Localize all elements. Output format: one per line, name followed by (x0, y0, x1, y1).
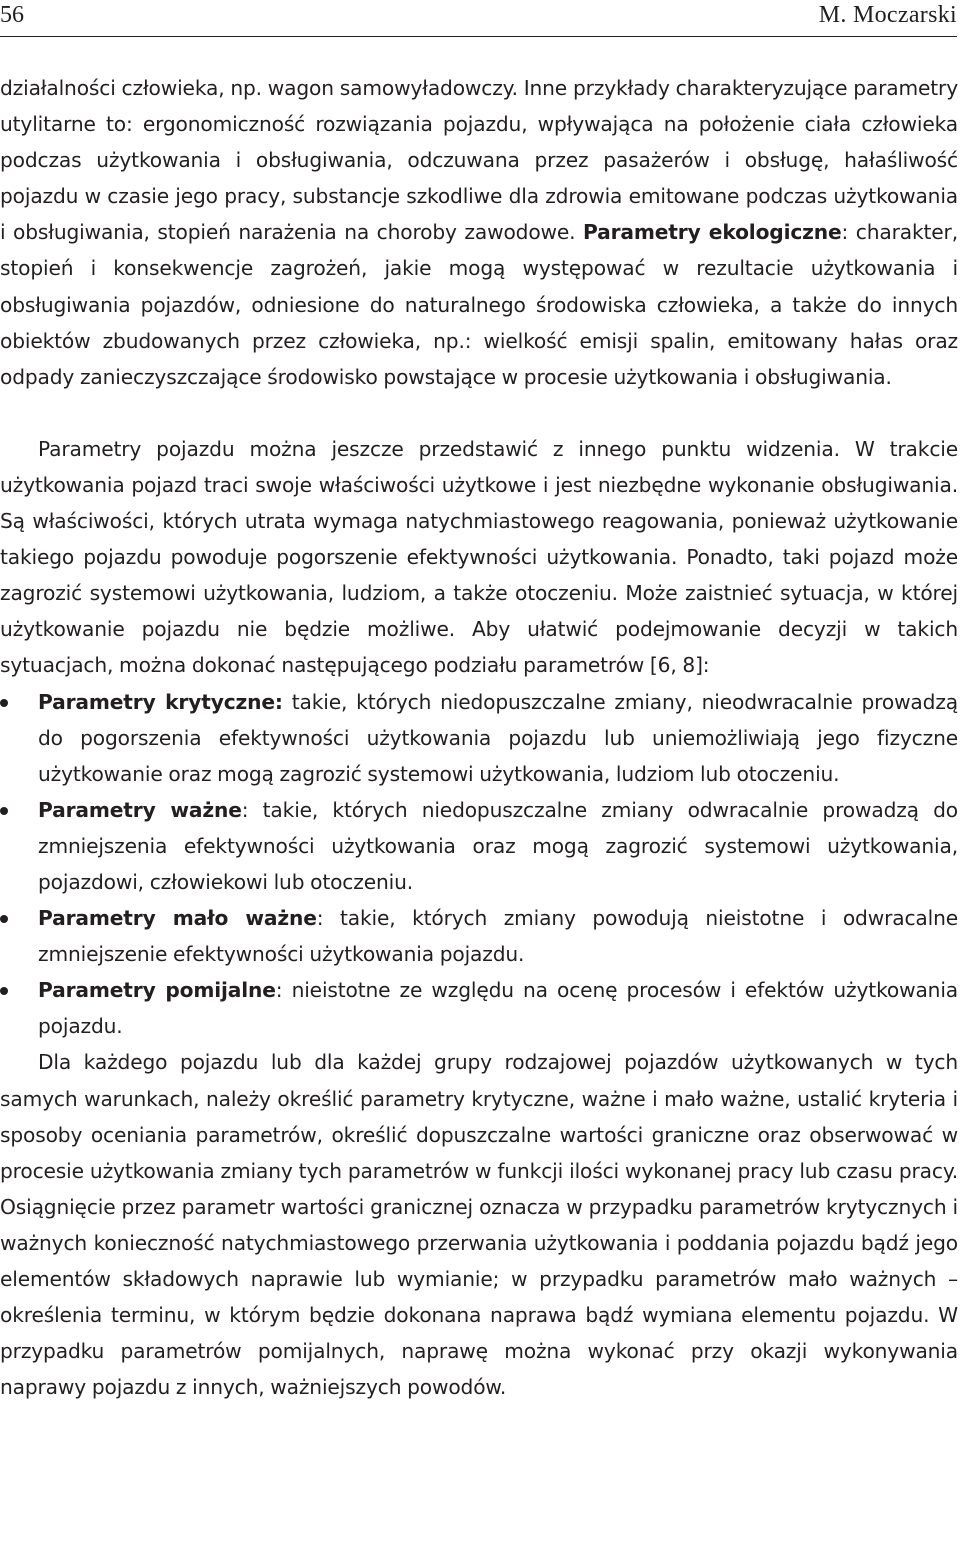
paragraph-text: : charakter, stopień i konsekwencje zagrożeń, jakie mogą występować w rezultacie użytkowania i obsługiwania pojazdów, odniesione do naturalnego środowiska człowieka, a także do innych obiektów zbudowanych przez człowieka, np.: wielkość emisji spalin, emitowany hałas oraz odpady zanieczyszczające środowisko powstające w procesie użytkowania i obsługiwania. (0, 220, 958, 389)
paragraph-parameter-division: Parametry pojazdu można jeszcze przedstawić z innego punktu widzenia. W trakcie użytkowania pojazd traci swoje właściwości użytkowe i jest niezbędne wykonanie obsługiwania. Są właściwości, których utrata wymaga natychmiastowego reagowania, ponieważ użytkowanie takiego pojazdu powoduje pogorszenie efektywności użytkowania. Ponadto, taki pojazd może zagrozić systemowi użytkowania, ludziom, a także otoczeniu. Może zaistnieć sytuacja, w której użytkowanie pojazdu nie będzie możliwe. Aby ułatwić podejmowanie decyzji w takich sytuacjach, można dokonać następującego podziału parametrów [6, 8]: (0, 436, 958, 678)
page-number: 56 (0, 2, 24, 28)
list-item-negligible-parameters (0, 972, 958, 1044)
list-item-text: : nieistotne ze względu na ocenę procesów i efektów użytkowania pojazdu. (38, 978, 958, 1039)
list-item-text: takie, których niedopuszczalne zmiany, nieodwracalnie prowadzą do pogorszenia efektywności użytkowania pojazdu lub uniemożliwiają jego fizyczne użytkowanie oraz mogą zagrozić systemowi użytkowania, ludziom lub otoczeniu. (38, 689, 958, 786)
list-item-text: : takie, których zmiany powodują nieistotne i odwracalne zmniejszenie efektywności użytkowania pojazdu. (38, 906, 958, 967)
list-item-minor-parameters (0, 900, 958, 972)
body-text (0, 70, 958, 1405)
list-item-text: : takie, których niedopuszczalne zmiany odwracalnie prowadzą do zmniejszenia efektywności użytkowania oraz mogą zagrozić systemowi użytkowania, pojazdowi, człowiekowi lub otoczeniu. (38, 797, 958, 894)
running-author: M. Moczarski (818, 2, 957, 28)
parameter-category-list (0, 684, 958, 1045)
list-item-term: Parametry krytyczne: (38, 689, 283, 714)
list-item-term: Parametry pomijalne (38, 978, 276, 1003)
bullet-icon (0, 915, 8, 923)
paragraph-gap (0, 395, 958, 431)
list-item-important-parameters (0, 792, 958, 900)
bullet-icon (0, 987, 8, 995)
list-item-critical-parameters (0, 684, 958, 792)
list-item-term: Parametry ważne (38, 797, 242, 822)
paragraph-limit-values: Dla każdego pojazdu lub dla każdej grupy rodzajowej pojazdów użytkowanych w tych samych warunkach, należy określić parametry krytyczne, ważne i mało ważne, ustalić kryteria i sposoby oceniania parametrów, określić dopuszczalne wartości graniczne oraz obserwować w procesie użytkowania zmiany tych parametrów w funkcji ilości wykonanej pracy lub czasu pracy. Osiągnięcie przez parametr wartości granicznej oznacza w przypadku parametrów krytycznych i ważnych konieczność natychmiastowego przerwania użytkowania i poddania pojazdu bądź jego elementów składowych naprawie lub wymianie; w przypadku parametrów mało ważnych – określenia terminu, w którym będzie dokonana naprawa bądź wymiana elementu pojazdu. W przypadku parametrów pomijalnych, naprawę można wykonać przy okazji wykonywania naprawy pojazdu z innych, ważniejszych powodów. (0, 1050, 958, 1400)
running-header (0, 0, 957, 37)
paragraph-text: działalności człowieka, np. wagon samowyładowczy. Inne przykłady charakteryzujące parametry utylitarne to: ergonomiczność rozwiązania pojazdu, wpływająca na położenie ciała człowieka podczas użytkowania i obsługiwania, odczuwana przez pasażerów i obsługę, hałaśliwość pojazdu w czasie jego pracy, substancje szkodliwe dla zdrowia emitowane podczas użytkowania i obsługiwania, stopień narażenia na choroby zawodowe. (0, 76, 958, 245)
list-item-term: Parametry mało ważne (38, 906, 317, 931)
bullet-icon (0, 807, 8, 815)
bold-term-ecological-parameters: Parametry ekologiczne (583, 220, 842, 245)
paragraph-utilitarian-ecological (0, 70, 958, 395)
bullet-icon (0, 699, 8, 707)
